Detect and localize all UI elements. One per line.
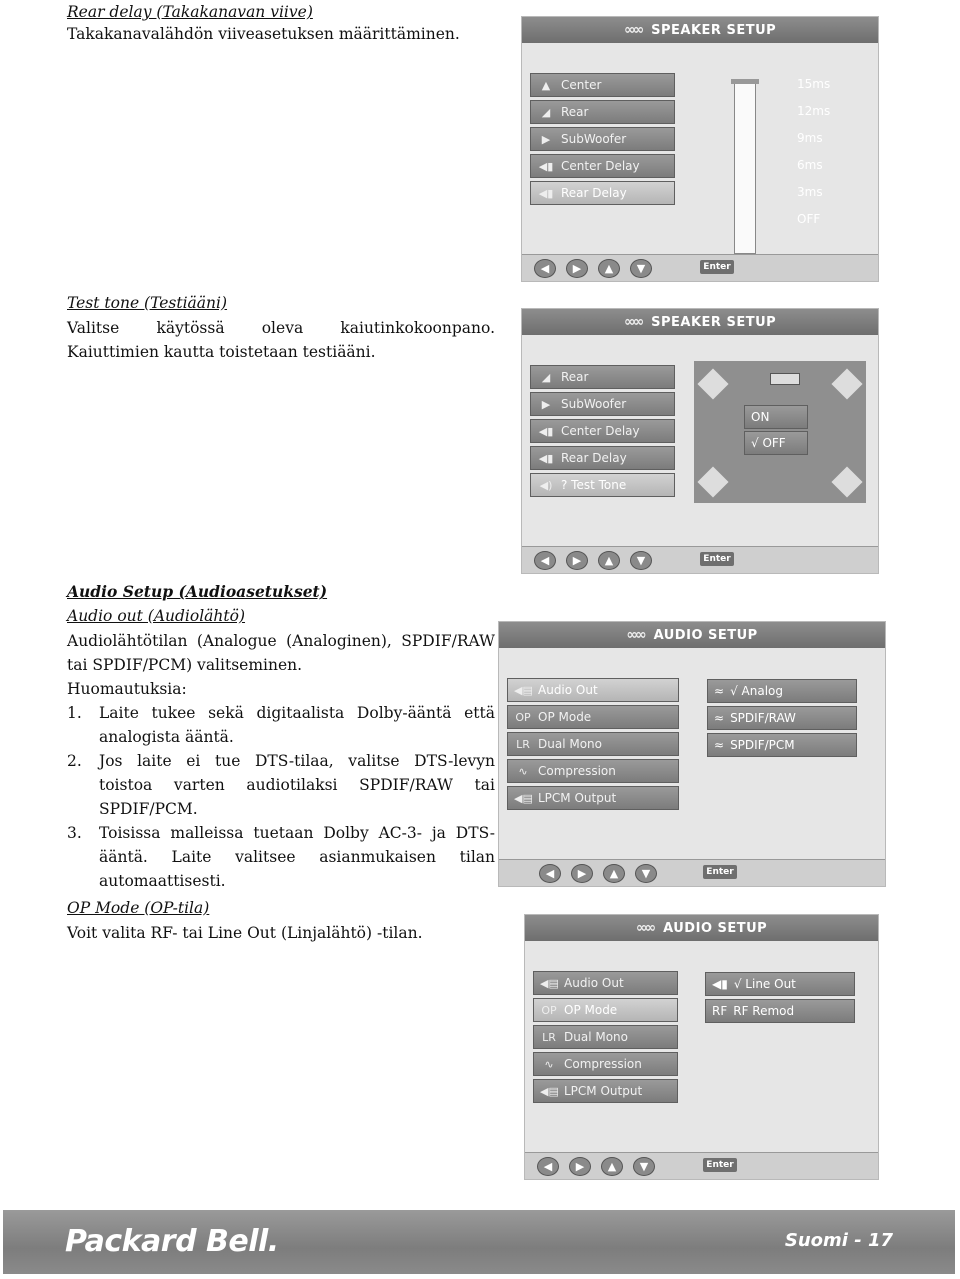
wave-icon: ≈ xyxy=(714,738,725,752)
screen-title-bar xyxy=(522,309,878,335)
front-right-speaker-icon xyxy=(831,368,862,399)
up-arrow-icon[interactable]: ▲ xyxy=(603,864,625,883)
speaker-icon: ◀) xyxy=(539,478,553,492)
rear-delay-heading: Rear delay (Takakanavan viive) xyxy=(67,3,313,21)
dolby-loops-icon: ∞∞ xyxy=(635,920,654,936)
menu-item-test-tone[interactable]: ◀) ? Test Tone xyxy=(530,473,675,497)
lpcm-icon: ◀▤ xyxy=(514,791,533,805)
wave-icon: ≈ xyxy=(714,684,725,698)
rear-delay-text: Takakanavalähdön viiveasetuksen määrittäminen. xyxy=(67,25,460,43)
line-out-icon: ◀▮ xyxy=(712,977,728,991)
menu-item-center-delay[interactable]: ◀▮ Center Delay xyxy=(530,154,675,178)
op-icon: OP xyxy=(515,710,531,724)
up-arrow-icon[interactable]: ▲ xyxy=(598,259,620,278)
speaker-icon: ◢ xyxy=(541,370,551,384)
right-arrow-icon[interactable]: ▶ xyxy=(566,551,588,570)
note-item: 1. Laite tukee sekä digitaalista Dolby-ääntä että analogista ääntä. xyxy=(67,704,495,746)
dual-mono-icon: LR xyxy=(542,1030,556,1044)
down-arrow-icon[interactable]: ▼ xyxy=(630,551,652,570)
rear-right-speaker-icon xyxy=(831,466,862,497)
delay-icon: ◀▮ xyxy=(538,186,554,200)
note-item: 2. Jos laite ei tue DTS-tilaa, valitse DTS-levyn toistoa varten audiotilaksi SPDIF/RAW tai SPDIF/PCM. xyxy=(67,752,495,818)
option-on[interactable]: ON xyxy=(744,405,808,429)
dolby-loops-icon: ∞∞ xyxy=(623,22,642,38)
option-analog[interactable]: ≈ √ Analog xyxy=(707,679,857,703)
audio-out-icon: ◀▤ xyxy=(514,683,533,697)
left-arrow-icon[interactable]: ◀ xyxy=(539,864,561,883)
menu-item-subwoofer[interactable]: ▶ SubWoofer xyxy=(530,392,675,416)
op-icon: OP xyxy=(541,1003,557,1017)
menu-item-rear[interactable]: ◢ Rear xyxy=(530,100,675,124)
speaker-icon: ▲ xyxy=(541,78,551,92)
rf-icon: RF xyxy=(712,1004,728,1018)
right-arrow-icon[interactable]: ▶ xyxy=(571,864,593,883)
notes-list xyxy=(67,701,495,893)
enter-button[interactable]: Enter xyxy=(703,1158,737,1172)
nav-bar xyxy=(522,546,878,573)
menu-item-op-mode[interactable]: OP OP Mode xyxy=(533,998,678,1022)
menu-item-center[interactable]: ▲ Center xyxy=(530,73,675,97)
menu-item-rear[interactable]: ◢ Rear xyxy=(530,365,675,389)
down-arrow-icon[interactable]: ▼ xyxy=(635,864,657,883)
front-left-speaker-icon xyxy=(697,368,728,399)
down-arrow-icon[interactable]: ▼ xyxy=(633,1157,655,1176)
right-arrow-icon[interactable]: ▶ xyxy=(566,259,588,278)
screen-title: AUDIO SETUP xyxy=(663,920,768,936)
delay-icon: ◀▮ xyxy=(538,159,554,173)
option-line-out[interactable]: ◀▮ √ Line Out xyxy=(705,972,855,996)
audio-setup-screen-1 xyxy=(498,621,886,887)
notes-label: Huomautuksia: xyxy=(67,680,187,698)
page-footer xyxy=(3,1210,955,1274)
up-arrow-icon[interactable]: ▲ xyxy=(598,551,620,570)
speaker-icon: ▶ xyxy=(541,397,551,411)
audio-out-icon: ◀▤ xyxy=(540,976,559,990)
delay-icon: ◀▮ xyxy=(538,424,554,438)
delay-level-slider[interactable] xyxy=(734,82,756,254)
dolby-loops-icon: ∞∞ xyxy=(623,314,642,330)
speaker-menu xyxy=(530,73,675,208)
dual-mono-icon: LR xyxy=(516,737,530,751)
nav-bar xyxy=(522,254,878,281)
wave-icon: ≈ xyxy=(714,711,725,725)
audio-setup-screen-2 xyxy=(524,914,879,1180)
menu-item-lpcm-output[interactable]: ◀▤ LPCM Output xyxy=(533,1079,678,1103)
screen-title-bar xyxy=(522,17,878,43)
lpcm-icon: ◀▤ xyxy=(540,1084,559,1098)
center-speaker-icon xyxy=(770,373,800,385)
speaker-icon: ▶ xyxy=(541,132,551,146)
audio-menu xyxy=(507,678,679,813)
menu-item-dual-mono[interactable]: LR Dual Mono xyxy=(507,732,679,756)
menu-item-audio-out[interactable]: ◀▤ Audio Out xyxy=(507,678,679,702)
left-arrow-icon[interactable]: ◀ xyxy=(534,259,556,278)
audio-setup-heading: Audio Setup (Audioasetukset) xyxy=(67,582,328,601)
dolby-loops-icon: ∞∞ xyxy=(626,627,644,643)
menu-item-audio-out[interactable]: ◀▤ Audio Out xyxy=(533,971,678,995)
audio-menu xyxy=(533,971,678,1106)
up-arrow-icon[interactable]: ▲ xyxy=(601,1157,623,1176)
screen-title: SPEAKER SETUP xyxy=(651,22,777,38)
menu-item-dual-mono[interactable]: LR Dual Mono xyxy=(533,1025,678,1049)
down-arrow-icon[interactable]: ▼ xyxy=(630,259,652,278)
option-off[interactable]: √ OFF xyxy=(744,431,808,455)
compression-icon: ∿ xyxy=(544,1057,554,1071)
menu-item-rear-delay[interactable]: ◀▮ Rear Delay xyxy=(530,446,675,470)
menu-item-subwoofer[interactable]: ▶ SubWoofer xyxy=(530,127,675,151)
enter-button[interactable]: Enter xyxy=(703,865,737,879)
menu-item-compression[interactable]: ∿ Compression xyxy=(533,1052,678,1076)
note-item: 3. Toisissa malleissa tuetaan Dolby AC-3- ja DTS-ääntä. Laite valitsee asianmukaisen tilan automaattisesti. xyxy=(67,824,495,890)
option-spdif-pcm[interactable]: ≈ SPDIF/PCM xyxy=(707,733,857,757)
menu-item-lpcm-output[interactable]: ◀▤ LPCM Output xyxy=(507,786,679,810)
nav-bar xyxy=(499,859,885,886)
nav-bar xyxy=(525,1152,878,1179)
audio-out-text: Audiolähtötilan (Analogue (Analoginen), SPDIF/RAW tai SPDIF/PCM) valitseminen. xyxy=(67,632,495,674)
enter-button[interactable]: Enter xyxy=(700,552,734,566)
screen-title: SPEAKER SETUP xyxy=(651,314,777,330)
right-arrow-icon[interactable]: ▶ xyxy=(569,1157,591,1176)
screen-title-bar xyxy=(499,622,885,648)
speaker-icon: ◢ xyxy=(541,105,551,119)
screen-title: AUDIO SETUP xyxy=(653,627,758,643)
left-arrow-icon[interactable]: ◀ xyxy=(534,551,556,570)
audio-out-subheading: Audio out (Audiolähtö) xyxy=(67,607,246,625)
option-spdif-raw[interactable]: ≈ SPDIF/RAW xyxy=(707,706,857,730)
menu-item-rear-delay[interactable]: ◀▮ Rear Delay xyxy=(530,181,675,205)
screen-title-bar xyxy=(525,915,878,941)
speaker-menu xyxy=(530,365,675,500)
speaker-setup-screen-1 xyxy=(521,16,879,282)
menu-item-compression[interactable]: ∿ Compression xyxy=(507,759,679,783)
menu-item-op-mode[interactable]: OP OP Mode xyxy=(507,705,679,729)
test-tone-text: Valitse käytössä oleva kaiutinkokoonpano. Kaiuttimien kautta toistetaan testiääni. xyxy=(67,319,495,361)
op-mode-heading: OP Mode (OP-tila) xyxy=(67,899,210,917)
packard-bell-logo: Packard Bell. xyxy=(65,1224,279,1259)
enter-button[interactable]: Enter xyxy=(700,260,734,274)
test-tone-heading: Test tone (Testiääni) xyxy=(67,294,228,312)
compression-icon: ∿ xyxy=(518,764,528,778)
left-arrow-icon[interactable]: ◀ xyxy=(537,1157,559,1176)
menu-item-center-delay[interactable]: ◀▮ Center Delay xyxy=(530,419,675,443)
delay-icon: ◀▮ xyxy=(538,451,554,465)
option-rf-remod[interactable]: RF RF Remod xyxy=(705,999,855,1023)
speaker-setup-screen-2 xyxy=(521,308,879,574)
page-number: Suomi - 17 xyxy=(784,1230,893,1251)
op-mode-text: Voit valita RF- tai Line Out (Linjalähtö) -tilan. xyxy=(67,924,423,942)
delay-scale: 15ms 12ms 9ms 6ms 3ms OFF xyxy=(797,77,831,226)
speaker-layout-area xyxy=(694,361,866,503)
rear-left-speaker-icon xyxy=(697,466,728,497)
